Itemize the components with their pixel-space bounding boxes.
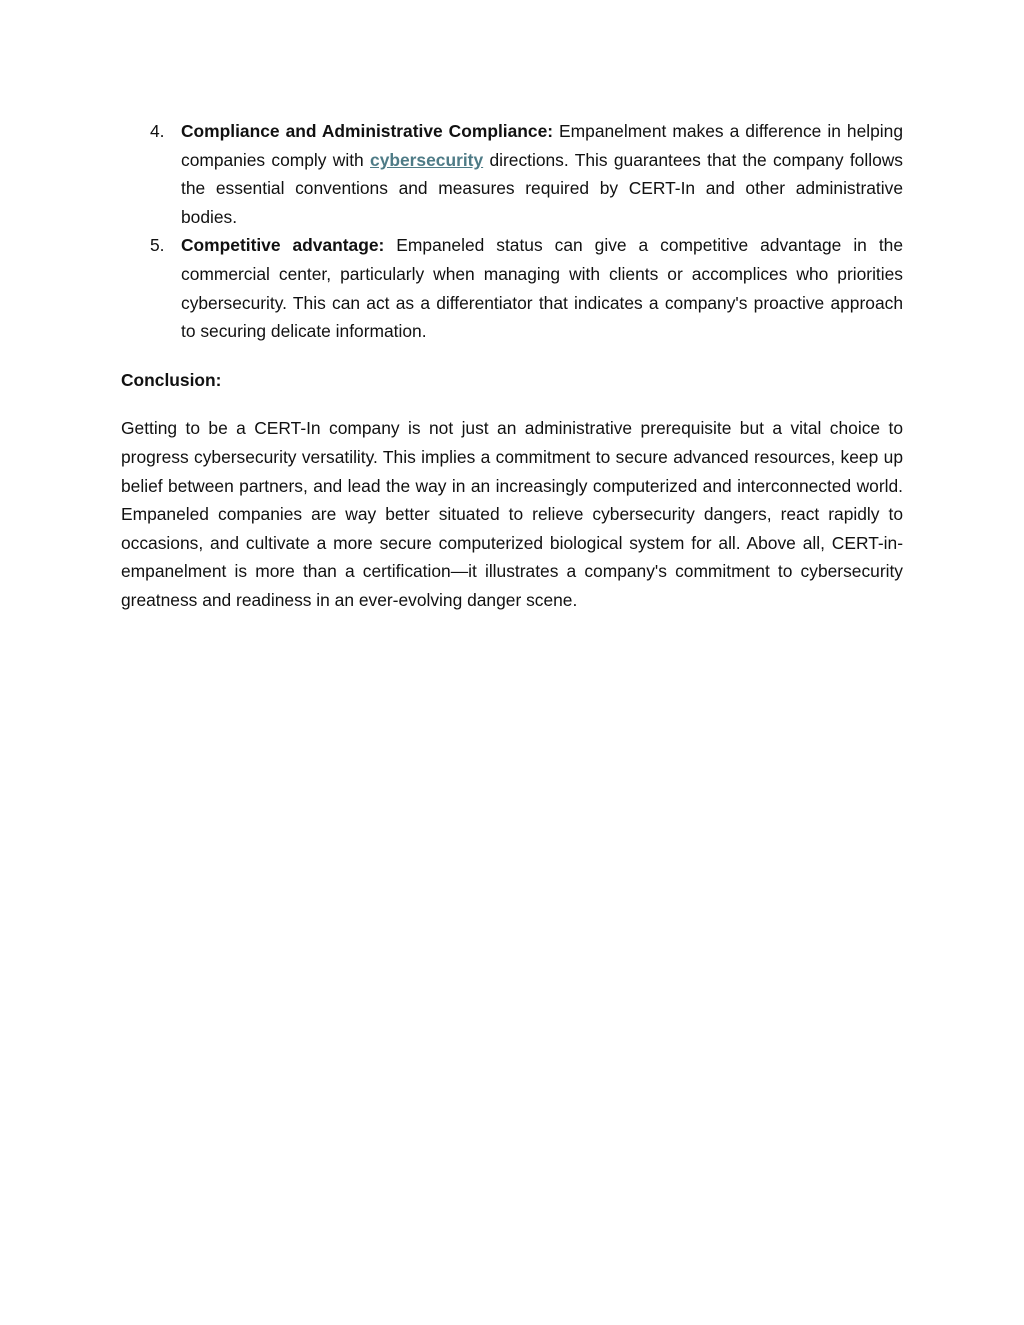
list-item-text: Empanelment makes a difference in helping companies comply with — [181, 121, 903, 170]
list-item-heading: Compliance and Administrative Compliance: — [181, 121, 554, 141]
conclusion-heading: Conclusion: — [121, 369, 222, 390]
numbered-list — [121, 117, 903, 346]
document-content — [121, 117, 903, 615]
list-item-heading: Competitive advantage: — [181, 235, 385, 256]
cybersecurity-link[interactable]: cybersecurity — [370, 149, 484, 170]
list-item-text: Empaneled status can give a competitive advantage in the commercial center, particularly when managing with clients or accomplices who priorities cybersecurity. This can act as a differentiator that indicates a company's proactive approach to securing delicate information. — [181, 235, 904, 342]
conclusion-paragraph: Getting to be a CERT-In company is not just an administrative prerequisite but a vital choice to progress cybersecurity versatility. This implies a commitment to secure advanced resources, keep up belief between partners, and lead the way in an increasingly computerized and interconnected world. Empaneled companies are way better situated to relieve cybersecurity dangers, react rapidly to occasions, and cultivate a more secure computerized biological system for all. Above all, CERT-in-empanelment is more than a certification—it illustrates a company's commitment to cybersecurity greatness and readiness in an ever-evolving danger scene. — [121, 418, 903, 610]
list-item-compliance — [121, 117, 903, 231]
list-item-competitive-advantage — [121, 231, 903, 345]
list-item-number: 5. — [150, 235, 165, 256]
list-item-text: directions. This guarantees that the company follows the essential conventions and measures required by CERT-In and other administrative bodies. — [181, 149, 904, 227]
list-item-number: 4. — [150, 121, 165, 141]
